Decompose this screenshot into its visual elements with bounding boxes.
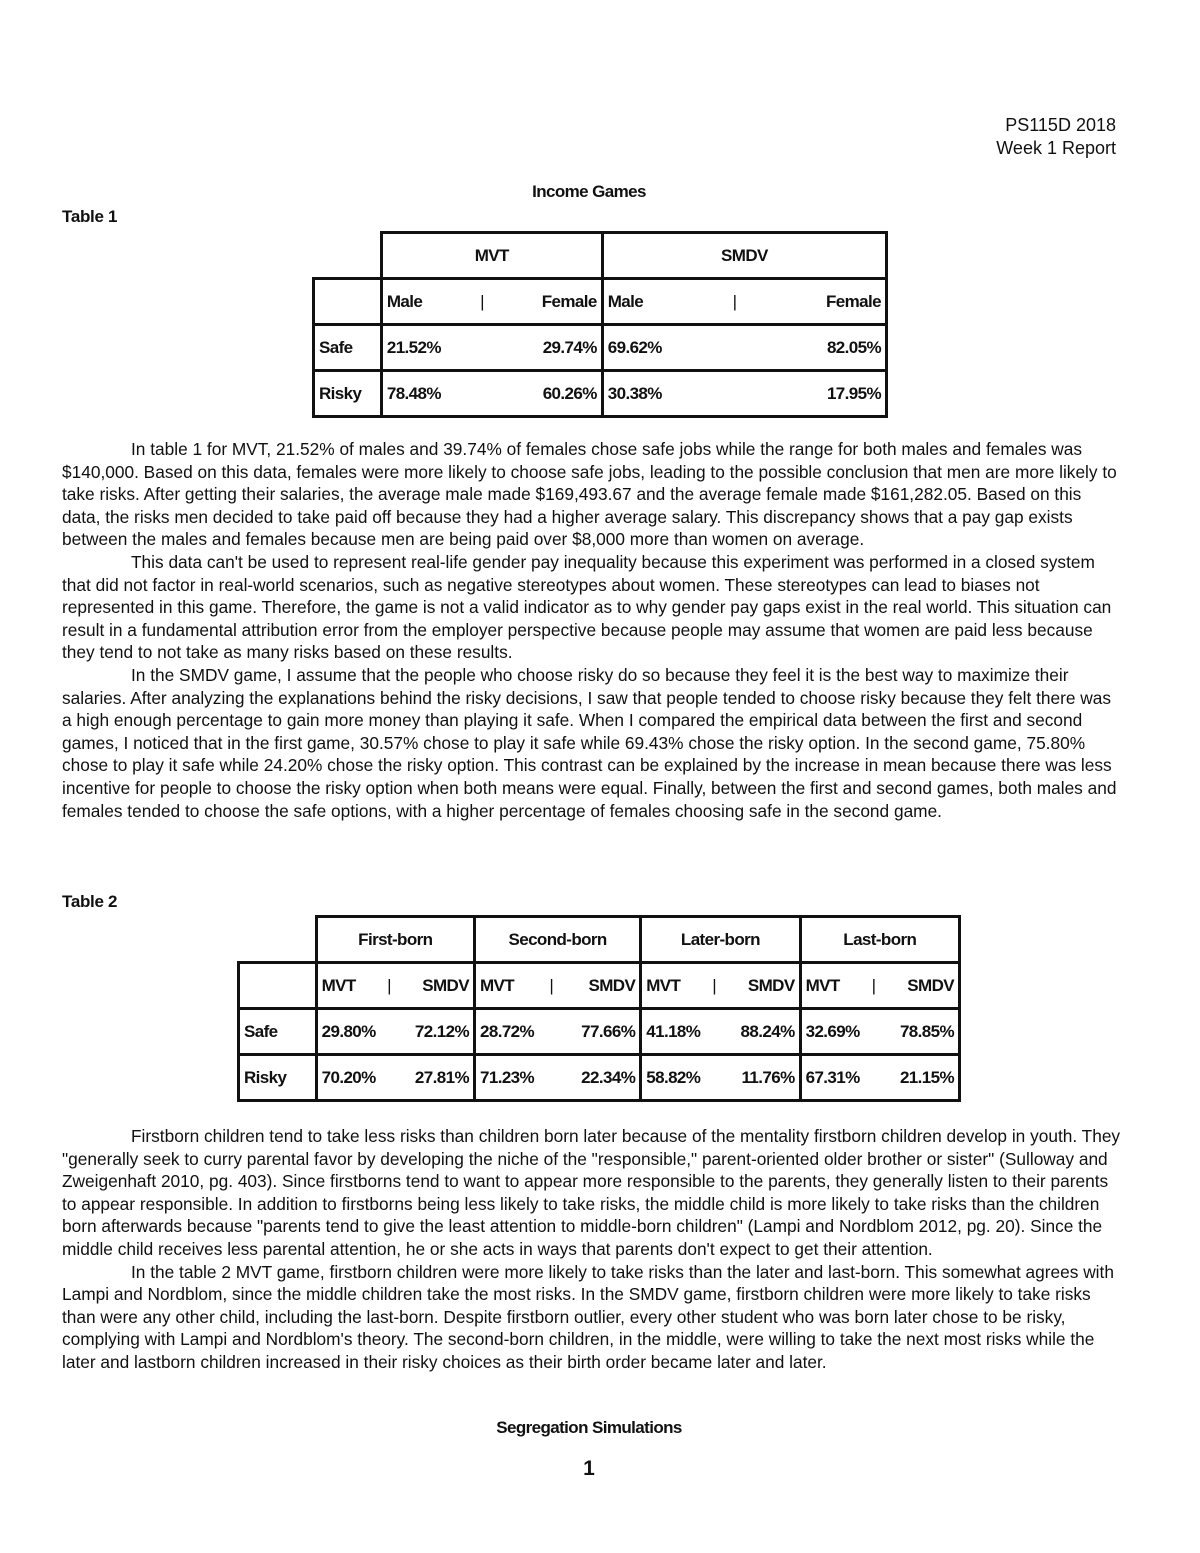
table-row <box>239 1055 960 1101</box>
page-header <box>996 114 1116 160</box>
row-label-safe: Safe <box>314 325 382 371</box>
table-cell: 27.81% <box>414 1067 469 1087</box>
table-cell: 70.20% <box>321 1067 376 1087</box>
table-cell: 77.66% <box>581 1021 636 1041</box>
table1-label: Table 1 <box>62 207 118 226</box>
table-cell: 82.05% <box>826 337 881 357</box>
table1-sub-male-smdv: Male <box>607 291 644 311</box>
table-cell: 21.52% <box>386 337 441 357</box>
course-code: PS115D 2018 <box>1005 115 1116 135</box>
report-title: Week 1 Report <box>996 138 1116 158</box>
table2-corner <box>239 917 317 963</box>
table1-sub-male-mvt: Male <box>386 291 423 311</box>
table-cell: 41.18% <box>646 1021 701 1041</box>
table2-sub: MVT <box>479 975 515 995</box>
table-row <box>314 371 887 417</box>
body-section-1 <box>62 438 1122 822</box>
table2-group: Last-born <box>800 917 959 963</box>
table2-sub: MVT <box>805 975 840 995</box>
table1 <box>312 231 888 418</box>
paragraph: In the SMDV game, I assume that the people who choose risky do so because they feel it is the best way to maximize their salaries. After analyzing the explanations behind the risky decisions, I saw that people tended to choose risky because they felt there was a high enough percentage to gain more money than playing it safe. When I compared the empirical data between the first and second games, I noticed that in the first game, 30.57% chose to play it safe while 69.43% chose the risky option. In the second game, 75.80% chose to play it safe while 24.20% chose the risky option. This contrast can be explained by the increase in mean because there was less incentive for people to choose the risky option when both means were equal. Finally, between the first and second games, both males and females tended to choose the safe options, with a higher percentage of females choosing safe in the second game. <box>62 664 1117 821</box>
row-label-risky: Risky <box>314 371 382 417</box>
table-cell: 22.34% <box>581 1067 636 1087</box>
table1-group-smdv: SMDV <box>602 233 886 279</box>
table-cell: 67.31% <box>805 1067 860 1087</box>
table1-sub-female-mvt: Female <box>541 291 597 311</box>
table-row <box>314 325 887 371</box>
table-cell: 17.95% <box>826 383 881 403</box>
divider-bar: | <box>871 975 876 995</box>
table-cell: 32.69% <box>805 1021 860 1041</box>
table-cell: 71.23% <box>479 1067 535 1087</box>
table2-sub: SMDV <box>422 975 469 995</box>
table1-corner <box>314 233 382 279</box>
table2-sub: SMDV <box>747 975 795 995</box>
table2-label: Table 2 <box>62 892 118 911</box>
divider-bar: | <box>732 291 737 311</box>
table1-group-mvt: MVT <box>381 233 602 279</box>
table1-subheader-smdv <box>602 279 886 325</box>
table2-sub: MVT <box>646 975 681 995</box>
table2-sub: MVT <box>321 975 356 995</box>
table-cell: 78.48% <box>386 383 441 403</box>
table2 <box>237 915 961 1102</box>
table2-sub: SMDV <box>907 975 954 995</box>
section-title-segregation: Segregation Simulations <box>496 1418 682 1437</box>
divider-bar: | <box>549 975 554 995</box>
table-cell: 69.62% <box>607 337 662 357</box>
table-cell: 29.74% <box>542 337 597 357</box>
table-cell: 78.85% <box>899 1021 954 1041</box>
table-cell: 21.15% <box>899 1067 954 1087</box>
row-label-safe: Safe <box>239 1009 317 1055</box>
paragraph: In the table 2 MVT game, firstborn children were more likely to take risks than the later and last-born. This somewhat agrees with Lampi and Nordblom, since the middle children take the most risks. In the SMDV game, firstborn children were more likely to take risks than were any other child, including the last-born. Despite firstborn outlier, every other student who was born later chose to be risky, complying with Lampi and Nordblom's theory. The second-born children, in the middle, were willing to take the next most risks while the later and lastborn children increased in their risky choices as their birth order became later and later. <box>62 1261 1114 1372</box>
table2-group: First-born <box>316 917 474 963</box>
table-cell: 72.12% <box>414 1021 469 1041</box>
section-title-income-games: Income Games <box>532 182 646 201</box>
page-number: 1 <box>583 1457 595 1480</box>
paragraph: This data can't be used to represent real-life gender pay inequality because this experiment was performed in a closed system that did not factor in real-world scenarios, such as negative stereotypes about women. These stereotypes can lead to biases not represented in this game. Therefore, the game is not a valid indicator as to why gender pay gaps exist in the real world. This situation can result in a fundamental attribution error from the employer perspective because people may assume that women are paid less because they tend to not take as many risks based on these results. <box>62 551 1112 663</box>
table-cell: 11.76% <box>741 1067 795 1087</box>
table1-sub-female-smdv: Female <box>825 291 881 311</box>
divider-bar: | <box>480 291 484 311</box>
paragraph: In table 1 for MVT, 21.52% of males and 39.74% of females chose safe jobs while the range for both males and females was $140,000. Based on this data, females were more likely to choose safe jobs, leading to the possible conclusion that men are more likely to take risks. After getting their salaries, the average male made $169,493.67 and the average female made $161,282.05. Based on this data, the risks men decided to take paid off because they had a higher average salary. This discrepancy shows that a pay gap exists between the males and females because men are being paid over $8,000 more than women on average. <box>62 439 1117 550</box>
table-cell: 30.38% <box>607 383 662 403</box>
table1-subheader-mvt <box>381 279 602 325</box>
table-cell: 88.24% <box>740 1021 795 1041</box>
table-cell: 28.72% <box>479 1021 535 1041</box>
table2-subheader-empty <box>239 963 317 1009</box>
table2-group: Later-born <box>641 917 800 963</box>
divider-bar: | <box>712 975 717 995</box>
table2-sub: SMDV <box>588 975 636 995</box>
table1-subheader-empty <box>314 279 382 325</box>
table-row <box>239 1009 960 1055</box>
body-section-2 <box>62 1125 1122 1374</box>
paragraph: Firstborn children tend to take less risks than children born later because of the mentality firstborn children develop in youth. They "generally seek to curry parental favor by developing the niche of the "responsible," parent-oriented older brother or sister" (Sulloway and Zweigenhaft 2010, pg. 403). Since firstborns tend to want to appear more responsible to the parents, they generally listen to their parents to appear responsible. In addition to firstborns being less likely to take risks, the middle child is more likely to take risks than the children born afterwards because "parents tend to give the least attention to middle-born children" (Lampi and Nordblom 2012, pg. 20). Since the middle child receives less parental attention, he or she acts in ways that parents don't expect to get their attention. <box>62 1126 1121 1259</box>
table-cell: 58.82% <box>646 1067 701 1087</box>
divider-bar: | <box>387 975 391 995</box>
table-cell: 60.26% <box>542 383 597 403</box>
table-cell: 29.80% <box>321 1021 376 1041</box>
row-label-risky: Risky <box>239 1055 317 1101</box>
table2-group: Second-born <box>474 917 640 963</box>
